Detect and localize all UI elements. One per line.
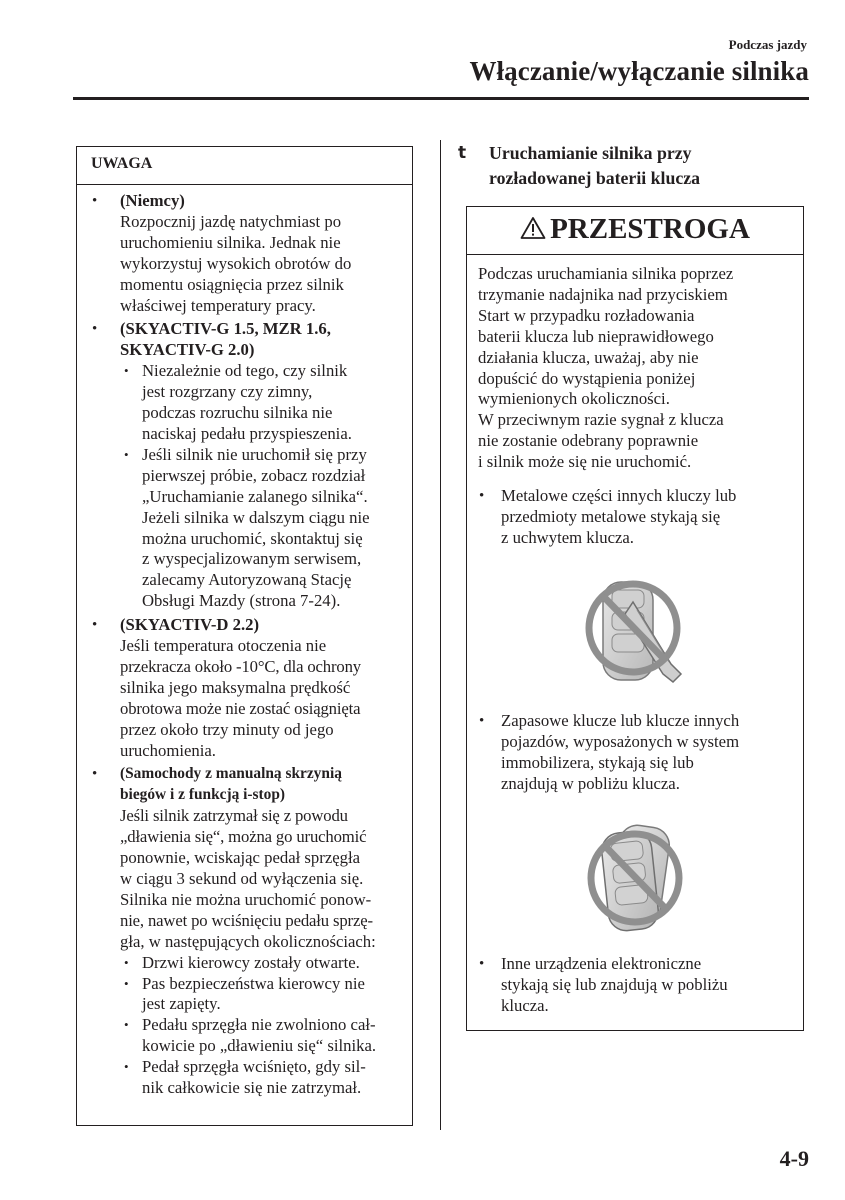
heading-line: rozładowanej baterii klucza <box>489 168 701 188</box>
note-item-title: biegów i z funkcją i-stop) <box>120 786 286 804</box>
text-line: przekracza około -10°C, dla ochrony <box>120 656 361 676</box>
note-heading: UWAGA <box>77 147 412 185</box>
text-line: znajdują w pobliżu klucza. <box>501 773 680 793</box>
text-line: Obsługi Mazdy (strona 7-24). <box>142 591 341 611</box>
warning-intro <box>478 264 793 473</box>
bullet-icon: • <box>92 321 98 338</box>
section-heading <box>458 141 808 191</box>
warning-item-spare-keys <box>478 711 793 795</box>
text-line: wymienionych okoliczności. <box>478 389 670 409</box>
bullet-icon: • <box>92 193 98 209</box>
text-line: można uruchomić, skontaktuj się <box>142 528 363 548</box>
text-line: uruchomieniu silnika. Jednak nie <box>120 232 341 252</box>
sub-item <box>124 361 398 445</box>
warning-box <box>466 206 804 1031</box>
text-line: przez około trzy minuty od jego <box>120 719 334 739</box>
text-line: Pedał sprzęgła wciśnięto, gdy sil- <box>142 1057 366 1077</box>
page-title: Włączanie/wyłączanie silnika <box>469 56 809 86</box>
note-item-manual-istop <box>86 764 398 1099</box>
note-item-skyactiv-d <box>86 615 398 761</box>
text-line: z wyspecjalizowanym serwisem, <box>142 549 362 569</box>
text-line: Rozpocznij jazdę natychmiast po <box>120 211 342 231</box>
text-line: i silnik może się nie uruchomić. <box>478 452 692 472</box>
bullet-icon: • <box>479 712 485 729</box>
text-line: silnika jego maksymalna prędkość <box>120 677 351 697</box>
text-line: Silnika nie można uruchomić ponow- <box>120 889 372 909</box>
text-line: z uchwytem klucza. <box>501 527 634 547</box>
page-number: 4-9 <box>779 1146 809 1171</box>
text-line: właściwej temperatury pracy. <box>120 295 316 315</box>
text-line: obrotowa może nie zostać osiągnięta <box>120 698 361 718</box>
sub-item <box>124 953 398 974</box>
bullet-icon: • <box>124 1017 129 1033</box>
bullet-icon: • <box>124 1059 129 1075</box>
sub-item <box>124 445 398 612</box>
note-box <box>76 146 413 1126</box>
text-line: przedmioty metalowe stykają się <box>501 506 721 526</box>
text-line: Pedału sprzęgła nie zwolniono cał- <box>142 1015 376 1035</box>
text-line: Metalowe części innych kluczy lub <box>501 486 737 506</box>
bullet-icon: • <box>479 488 485 505</box>
text-line: momentu osiągnięcia przez silnik <box>120 274 344 294</box>
text-line: Niezależnie od tego, czy silnik <box>142 361 348 381</box>
text-line: wykorzystuj wysokich obrotów do <box>120 253 352 273</box>
section-marker-icon: t <box>458 143 467 163</box>
warning-item-metal <box>478 486 793 549</box>
header-rule <box>73 97 809 100</box>
sub-item <box>124 1015 398 1057</box>
warning-heading-text: PRZESTROGA <box>550 213 750 245</box>
sub-item <box>124 1057 398 1099</box>
note-item-title: (SKYACTIV-D 2.2) <box>120 615 260 635</box>
text-line: ponownie, wciskając pedał sprzęgła <box>120 848 361 868</box>
note-item-germany <box>86 191 398 316</box>
bullet-icon: • <box>124 363 129 379</box>
text-line: podczas rozruchu silnika nie <box>142 403 333 423</box>
warning-item-electronics <box>478 954 793 1017</box>
text-line: gła, w następujących okolicznościach: <box>120 931 376 951</box>
text-line: Start w przypadku rozładowania <box>478 305 695 325</box>
text-line: Jeśli silnik zatrzymał się z powodu <box>120 806 348 826</box>
sub-item <box>124 974 398 1016</box>
text-line: W przeciwnym razie sygnał z klucza <box>478 410 724 430</box>
section-label: Podczas jazdy <box>728 37 807 52</box>
text-line: immobilizera, stykają się lub <box>501 752 694 772</box>
text-line: nie zostanie odebrany poprawnie <box>478 431 699 451</box>
bullet-icon: • <box>479 956 485 973</box>
bullet-icon: • <box>124 446 129 462</box>
text-line: pierwszej próbie, zobacz rozdział <box>142 465 366 485</box>
note-item-skyactiv-g <box>86 319 398 612</box>
text-line: baterii klucza lub nieprawidłowego <box>478 326 714 346</box>
text-line: jest zapięty. <box>142 994 221 1014</box>
note-item-title: SKYACTIV-G 2.0) <box>120 340 255 360</box>
text-line: uruchomienia. <box>120 740 216 760</box>
text-line: stykają się lub znajdują w pobliżu <box>501 975 728 995</box>
two-keys-illustration <box>581 818 691 938</box>
text-line: kowicie po „dławieniu się“ silnika. <box>142 1036 377 1056</box>
text-line: Jeśli silnik nie uruchomił się przy <box>142 444 367 464</box>
text-line: Jeśli temperatura otoczenia nie <box>120 636 327 656</box>
column-divider <box>440 140 441 1130</box>
text-line: nie, nawet po wciśnięciu pedału sprzę- <box>120 910 373 930</box>
text-line: Drzwi kierowcy zostały otwarte. <box>142 952 360 972</box>
text-line: „Uruchamianie zalanego silnika“. <box>142 486 368 506</box>
text-line: Pas bezpieczeństwa kierowcy nie <box>142 973 365 993</box>
text-line: „dławienia się“, można go uruchomić <box>120 827 367 847</box>
text-line: naciskaj pedału przyspieszenia. <box>142 423 352 443</box>
key-with-metal-key-illustration <box>581 570 691 690</box>
text-line: nik całkowicie się nie zatrzymał. <box>142 1078 362 1098</box>
note-body <box>77 185 412 1099</box>
text-line: zalecamy Autoryzowaną Stację <box>142 570 352 590</box>
bullet-icon: • <box>124 954 129 970</box>
bullet-icon: • <box>92 617 98 634</box>
text-line: Inne urządzenia elektroniczne <box>501 954 702 974</box>
text-line: trzymanie nadajnika nad przyciskiem <box>478 284 728 304</box>
note-item-title: (Samochody z manualną skrzynią <box>120 765 342 783</box>
text-line: w ciągu 3 sekund od wyłączenia się. <box>120 869 364 888</box>
note-item-title: (SKYACTIV-G 1.5, MZR 1.6, <box>120 319 331 339</box>
heading-line: Uruchamianie silnika przy <box>489 143 692 163</box>
text-line: działania klucza, uważaj, aby nie <box>478 347 699 367</box>
warning-triangle-icon <box>520 216 546 240</box>
note-item-title: (Niemcy) <box>120 191 185 210</box>
text-line: jest rozgrzany czy zimny, <box>142 382 313 402</box>
warning-body <box>467 255 803 1017</box>
bullet-icon: • <box>124 975 129 991</box>
text-line: Jeżeli silnika w dalszym ciągu nie <box>142 507 370 527</box>
text-line: Zapasowe klucze lub klucze innych <box>501 710 740 730</box>
bullet-icon: • <box>92 766 98 783</box>
text-line: dopuścić do wystąpienia poniżej <box>478 368 696 388</box>
text-line: klucza. <box>501 996 549 1016</box>
text-line: pojazdów, wyposażonych w system <box>501 731 740 751</box>
text-line: Podczas uruchamiania silnika poprzez <box>478 264 734 283</box>
warning-heading <box>467 207 803 255</box>
